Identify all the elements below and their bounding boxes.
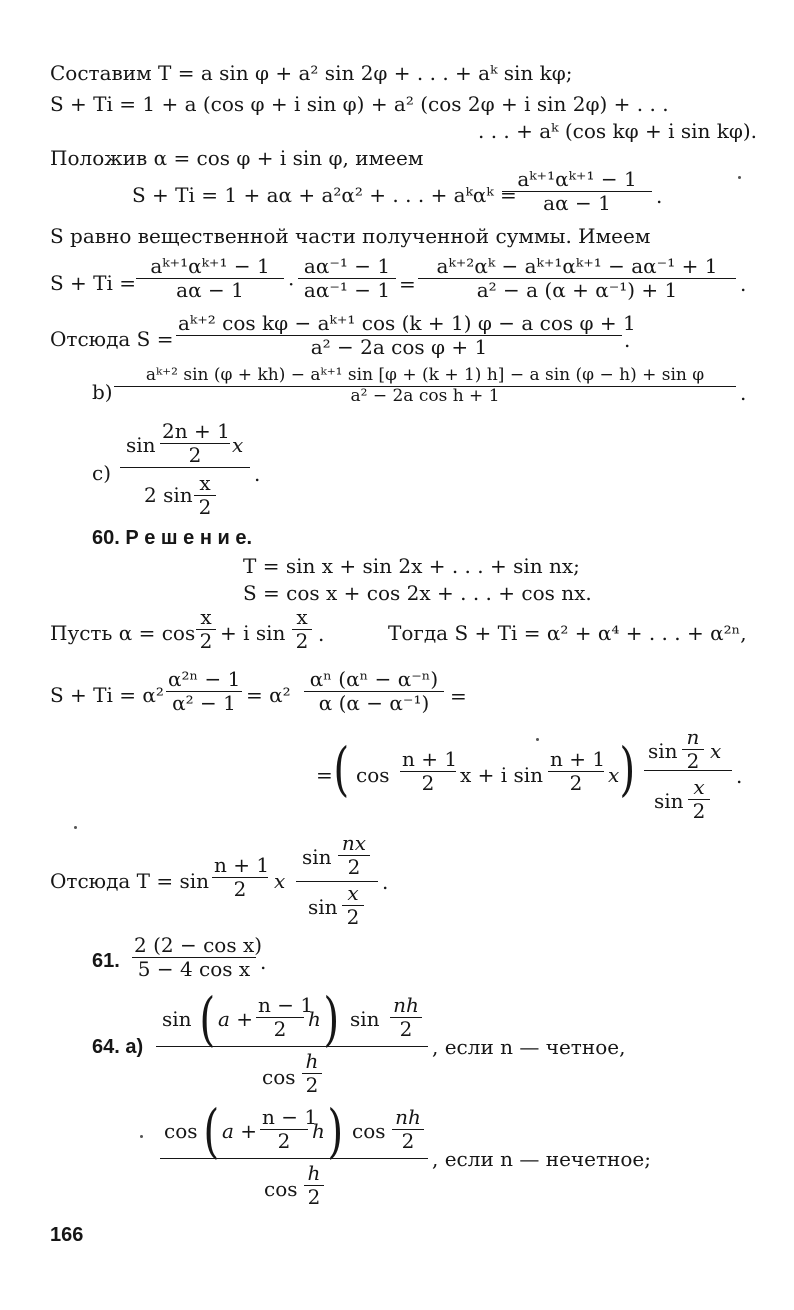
text-equals-alpha-sq: = α² <box>246 683 291 707</box>
text-cos: cos <box>356 763 390 787</box>
line-pust: Пусть α = cos <box>50 621 196 645</box>
line-s-plus-ti-3: S + Ti = <box>50 271 137 295</box>
fraction-n-plus-1-over-2: n + 1 2 <box>214 853 270 901</box>
line-continuation: . . . + aᵏ (cos kφ + i sin kφ). <box>478 119 758 143</box>
line-s-plus-ti-2: S + Ti = 1 + aα + a²α² + . . . + aᵏαᵏ = <box>132 183 517 207</box>
period: . <box>740 381 747 405</box>
fraction-11b: αⁿ (αⁿ − α⁻ⁿ) α (α − α⁻¹) <box>304 668 444 715</box>
line-s-plus-ti-4: S + Ti = α² <box>50 683 164 707</box>
scan-speck <box>140 1135 143 1138</box>
line-polozhiv: Положив α = cos φ + i sin φ, имеем <box>50 146 424 170</box>
equals: = <box>316 763 333 787</box>
text-x-plus-i-sin: x + i sin <box>460 763 544 787</box>
dot-multiply: · <box>288 272 295 296</box>
line-otsyuda-s: Отсюда S = <box>50 327 174 351</box>
fraction-64-odd: cos ( a + n − 1 2 h ) cos nh 2 cos h 2 <box>160 1102 428 1212</box>
line-s-plus-ti-1: S + Ti = 1 + a (cos φ + i sin φ) + a² (cos 2φ + i sin 2φ) + . . . <box>50 92 669 116</box>
page-number: 166 <box>50 1224 84 1246</box>
fraction-c: sin 2n + 1 2 x 2 sin x 2 <box>120 416 250 521</box>
fraction-t-result: sin nx 2 sin x 2 <box>296 830 380 930</box>
equals: = <box>450 684 467 708</box>
period: . <box>656 184 663 208</box>
period: . <box>624 328 631 352</box>
scan-speck <box>738 176 741 179</box>
text-x: x <box>274 869 286 893</box>
fraction-numerator: aᵏ⁺¹αᵏ⁺¹ − 1 <box>517 167 637 191</box>
fraction-n-plus-1-over-2: n + 1 2 <box>550 747 606 795</box>
fraction-7c: aᵏ⁺²αᵏ − aᵏ⁺¹αᵏ⁺¹ − aα⁻¹ + 1 a² − a (α + α⁻¹) + 1 <box>418 255 736 302</box>
scan-speck <box>74 826 77 829</box>
period: . <box>382 870 389 894</box>
fraction-11a: α²ⁿ − 1 α² − 1 <box>168 667 241 715</box>
line-60-T: T = sin x + sin 2x + . . . + sin nx; <box>243 554 580 578</box>
text-if-n-odd: , если n — нечетное; <box>432 1147 651 1171</box>
fraction-b: aᵏ⁺² sin (φ + kh) − aᵏ⁺¹ sin [φ + (k + 1) h] − a sin (φ − h) + sin φ a² − 2a cos h + 1 <box>114 366 736 406</box>
text-x: x <box>608 763 620 787</box>
fraction-64-even: sin ( a + n − 1 2 h ) sin nh 2 cos h 2 <box>156 990 428 1100</box>
text-plus-i-sin: + i sin <box>220 621 286 645</box>
period: . <box>254 462 261 486</box>
fraction-s-result: aᵏ⁺² cos kφ − aᵏ⁺¹ cos (k + 1) φ − a cos φ + 1 a² − 2a cos φ + 1 <box>178 311 636 359</box>
fraction-denominator: aα − 1 <box>543 191 611 215</box>
text-if-n-even: , если n — четное, <box>432 1035 626 1059</box>
right-paren: ) <box>619 735 636 803</box>
fraction-7a: aᵏ⁺¹αᵏ⁺¹ − 1 aα − 1 <box>136 255 284 302</box>
problem-61-number: 61. <box>92 950 120 972</box>
line-60-S: S = cos x + cos 2x + . . . + cos nx. <box>243 581 592 605</box>
fraction-n-plus-1-over-2: n + 1 2 <box>402 747 458 795</box>
fraction-7b: aα⁻¹ − 1 aα⁻¹ − 1 <box>298 255 396 302</box>
period: . <box>736 764 743 788</box>
period: . <box>260 950 267 974</box>
fraction-61: 2 (2 − cos x) 5 − 4 cos x <box>134 933 263 981</box>
line-sostavim: Составим T = a sin φ + a² sin 2φ + . . . + aᵏ sin kφ; <box>50 61 573 85</box>
fraction-geometric-sum <box>502 168 652 215</box>
line-otsyuda-t: Отсюда T = sin <box>50 869 210 893</box>
problem-64-label: 64. a) <box>92 1036 144 1058</box>
fraction-sin-ratio: sin n 2 x sin x 2 <box>644 726 736 826</box>
line-togda: Тогда S + Ti = α² + α⁴ + . . . + α²ⁿ, <box>388 621 747 645</box>
scan-speck <box>536 738 539 741</box>
fraction-x-over-2: x 2 <box>196 606 216 653</box>
label-b: b) <box>92 380 113 404</box>
label-c: c) <box>92 461 112 485</box>
equals: = <box>399 272 416 296</box>
problem-60-header: 60. Р е ш е н и е. <box>92 527 253 549</box>
line-s-real-part: S равно вещественной части полученной суммы. Имеем <box>50 224 651 248</box>
fraction-x-over-2: x 2 <box>292 606 312 653</box>
period: . <box>318 622 325 646</box>
period: . <box>740 272 747 296</box>
left-paren: ( <box>333 735 350 803</box>
